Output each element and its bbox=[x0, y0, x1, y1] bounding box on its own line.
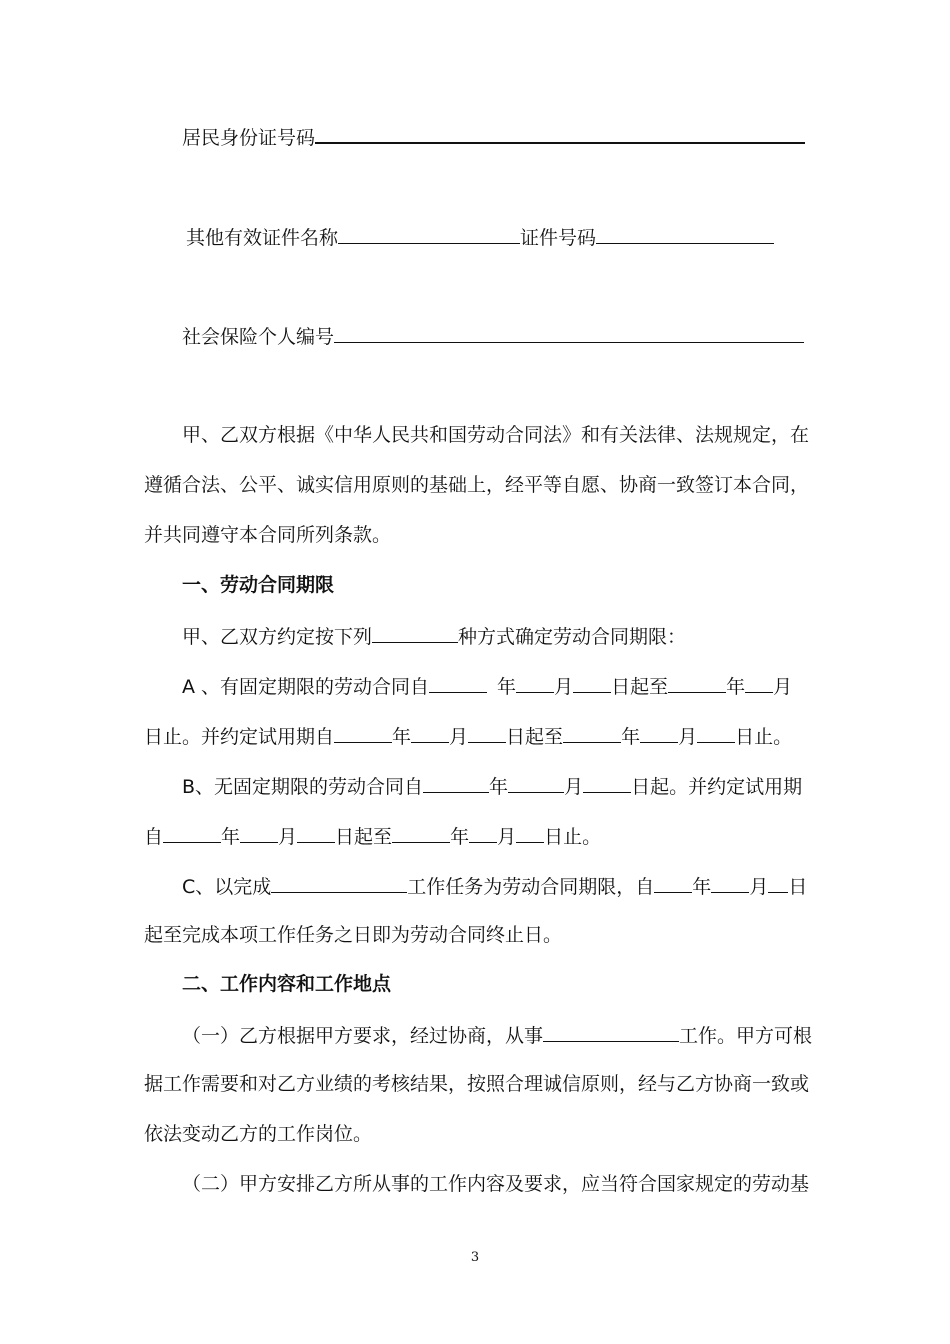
a-start-year[interactable] bbox=[429, 672, 487, 693]
a-prob-end-day[interactable] bbox=[697, 722, 735, 743]
id-number-label: 居民身份证号码 bbox=[182, 127, 316, 149]
option-c-line-2: 起至完成本项工作任务之日即为劳动合同终止日。 bbox=[144, 924, 563, 946]
year-label: 年 bbox=[621, 726, 641, 748]
month-label: 月 bbox=[554, 676, 574, 698]
option-a-line-2 bbox=[144, 722, 792, 748]
preamble-line-2: 遵循合法、公平、诚实信用原则的基础上，经平等自愿、协商一致签订本合同， bbox=[144, 474, 810, 496]
option-a-line-1 bbox=[182, 672, 792, 698]
c-start-month[interactable] bbox=[711, 872, 749, 893]
section2-heading: 二、工作内容和工作地点 bbox=[182, 973, 392, 995]
option-b-line-1 bbox=[182, 772, 802, 798]
p1-pre: （一）乙方根据甲方要求，经过协商，从事 bbox=[182, 1025, 544, 1047]
month-label: 月 bbox=[449, 726, 469, 748]
a-prob-end-month[interactable] bbox=[640, 722, 678, 743]
b-prob-end-month[interactable] bbox=[469, 822, 497, 843]
section1-heading: 一、劳动合同期限 bbox=[182, 574, 335, 596]
year-label: 年 bbox=[726, 676, 746, 698]
month-label: 月 bbox=[773, 676, 793, 698]
b-prob-start-day[interactable] bbox=[297, 822, 335, 843]
year-label: 年 bbox=[497, 676, 517, 698]
id-number-blank[interactable] bbox=[315, 122, 805, 144]
b-start-year[interactable] bbox=[423, 772, 489, 793]
year-label: 年 bbox=[221, 826, 241, 848]
a-start-day[interactable] bbox=[573, 672, 611, 693]
section2-p1-line-2: 据工作需要和对乙方业绩的考核结果，按照合理诚信原则，经与乙方协商一致或 bbox=[144, 1073, 810, 1095]
from-to-label: 日起至 bbox=[506, 726, 564, 748]
option-b-prefix: B、无固定期限的劳动合同自 bbox=[182, 776, 424, 798]
a-prob-start-day[interactable] bbox=[468, 722, 506, 743]
b-prob-end-day[interactable] bbox=[516, 822, 544, 843]
month-label: 月 bbox=[278, 826, 298, 848]
section2-p1-line-3: 依法变动乙方的工作岗位。 bbox=[144, 1123, 373, 1145]
a-prob-end-year[interactable] bbox=[563, 722, 621, 743]
method-blank[interactable] bbox=[372, 622, 458, 643]
year-label: 年 bbox=[692, 876, 712, 898]
preamble-line-1: 甲、乙双方根据《中华人民共和国劳动合同法》和有关法律、法规规定，在 bbox=[182, 424, 810, 446]
social-insurance-row bbox=[182, 322, 804, 348]
c-start-day[interactable] bbox=[768, 872, 788, 893]
job-blank[interactable] bbox=[543, 1021, 679, 1042]
other-id-label: 其他有效证件名称 bbox=[186, 227, 339, 249]
year-label: 年 bbox=[450, 826, 470, 848]
other-id-row bbox=[186, 223, 774, 249]
other-id-blank[interactable] bbox=[338, 223, 520, 244]
b-start-day[interactable] bbox=[583, 772, 631, 793]
id-no-label: 证件号码 bbox=[520, 227, 597, 249]
option-a-prefix: A 、有固定期限的劳动合同自 bbox=[182, 676, 430, 698]
month-label: 月 bbox=[749, 876, 769, 898]
option-b-line-2 bbox=[144, 822, 601, 848]
from-to-label: 日起至 bbox=[611, 676, 669, 698]
section2-p1-line-1 bbox=[182, 1021, 812, 1047]
page-number: 3 bbox=[470, 1250, 480, 1265]
year-label: 年 bbox=[392, 726, 412, 748]
b-probation-label: 日起。并约定试用期 bbox=[631, 776, 803, 798]
option-c-prefix: C、以完成 bbox=[182, 876, 272, 898]
month-label: 月 bbox=[497, 826, 517, 848]
id-no-blank[interactable] bbox=[596, 223, 774, 244]
month-label: 月 bbox=[678, 726, 698, 748]
preamble-line-3: 并共同遵守本合同所列条款。 bbox=[144, 524, 392, 546]
option-c-mid: 工作任务为劳动合同期限，自 bbox=[407, 876, 655, 898]
p1-post: 工作。甲方可根 bbox=[679, 1025, 813, 1047]
id-number-row bbox=[182, 122, 805, 148]
a-end-month[interactable] bbox=[745, 672, 773, 693]
from-to-label: 日起至 bbox=[335, 826, 393, 848]
a-start-month[interactable] bbox=[516, 672, 554, 693]
probation-label: 日止。并约定试用期自 bbox=[144, 726, 335, 748]
c-start-year[interactable] bbox=[654, 872, 692, 893]
b-prob-start-year[interactable] bbox=[163, 822, 221, 843]
day-label: 日 bbox=[788, 876, 808, 898]
intro-pre: 甲、乙双方约定按下列 bbox=[182, 626, 373, 648]
a-prob-start-year[interactable] bbox=[334, 722, 392, 743]
intro-post: 种方式确定劳动合同期限： bbox=[458, 626, 687, 648]
zi-label: 自 bbox=[144, 826, 164, 848]
section2-p2-line-1: （二）甲方安排乙方所从事的工作内容及要求，应当符合国家规定的劳动基 bbox=[182, 1173, 810, 1195]
c-task-blank[interactable] bbox=[271, 872, 407, 893]
b-prob-end-year[interactable] bbox=[392, 822, 450, 843]
option-c-line-1 bbox=[182, 872, 807, 898]
year-label: 年 bbox=[489, 776, 509, 798]
end-label: 日止。 bbox=[735, 726, 793, 748]
b-start-month[interactable] bbox=[508, 772, 564, 793]
a-end-year[interactable] bbox=[668, 672, 726, 693]
section1-intro bbox=[182, 622, 686, 648]
social-insurance-label: 社会保险个人编号 bbox=[182, 326, 335, 348]
social-insurance-blank[interactable] bbox=[334, 322, 804, 343]
end-label: 日止。 bbox=[544, 826, 602, 848]
b-prob-start-month[interactable] bbox=[240, 822, 278, 843]
month-label: 月 bbox=[564, 776, 584, 798]
a-prob-start-month[interactable] bbox=[411, 722, 449, 743]
